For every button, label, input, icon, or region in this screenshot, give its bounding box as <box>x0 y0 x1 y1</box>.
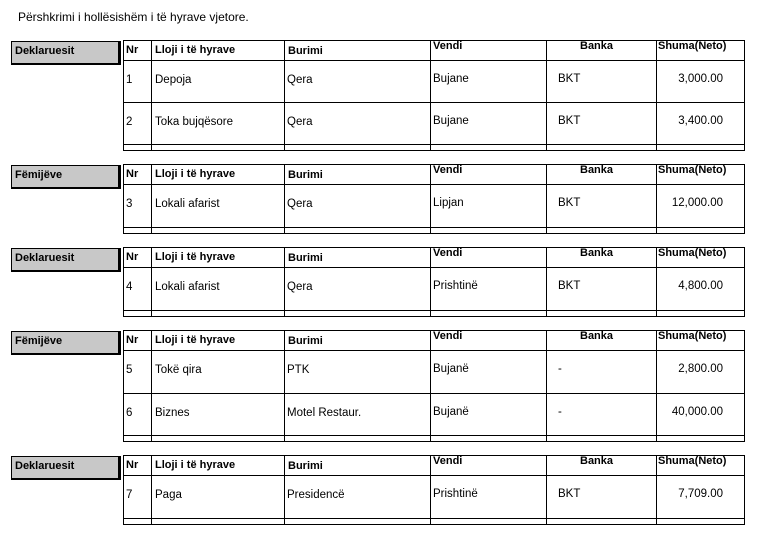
header-nr: Nr <box>126 44 139 56</box>
header-banka: Banka <box>580 40 614 52</box>
cell-nr: 2 <box>126 116 133 128</box>
cell-vendi: Bujane <box>433 73 469 85</box>
cell-shuma: 3,400.00 <box>678 115 723 127</box>
cell-vendi: Prishtinë <box>433 488 478 500</box>
table-header <box>123 164 745 185</box>
header-burimi: Burimi <box>288 460 323 472</box>
header-nr: Nr <box>126 459 139 471</box>
cell-nr: 5 <box>126 364 133 376</box>
table-header <box>123 247 745 268</box>
header-burimi: Burimi <box>288 335 323 347</box>
cell-lloji: Toka bujqësore <box>155 116 233 128</box>
income-table <box>123 330 745 442</box>
table-footer <box>123 311 745 317</box>
cell-banka: - <box>558 406 562 418</box>
section-label: Fëmijëve <box>11 331 121 355</box>
cell-burimi: Motel Restaur. <box>287 407 362 419</box>
header-banka: Banka <box>580 247 614 259</box>
cell-lloji: Lokali afarist <box>155 198 220 210</box>
cell-banka: BKT <box>558 115 581 127</box>
cell-vendi: Bujanë <box>433 406 469 418</box>
header-lloji: Lloji i të hyrave <box>155 459 236 471</box>
header-shuma: Shuma(Neto) <box>658 164 727 176</box>
header-lloji: Lloji i të hyrave <box>155 251 236 263</box>
header-vendi: Vendi <box>433 40 463 52</box>
income-table <box>123 40 745 151</box>
income-table <box>123 455 745 525</box>
table-row <box>123 351 745 394</box>
table-header <box>123 455 745 476</box>
cell-lloji: Paga <box>155 489 182 501</box>
cell-lloji: Biznes <box>155 407 190 419</box>
table-footer <box>123 145 745 151</box>
cell-nr: 7 <box>126 489 133 501</box>
cell-lloji: Tokë qira <box>155 364 202 376</box>
header-banka: Banka <box>580 330 614 342</box>
table-row <box>123 394 745 436</box>
section-label: Deklaruesit <box>11 41 121 65</box>
table-footer <box>123 228 745 234</box>
cell-vendi: Bujanë <box>433 363 469 375</box>
table-footer <box>123 519 745 525</box>
header-shuma: Shuma(Neto) <box>658 40 727 52</box>
header-burimi: Burimi <box>288 169 323 181</box>
cell-banka: BKT <box>558 488 581 500</box>
cell-banka: BKT <box>558 280 581 292</box>
cell-burimi: Qera <box>287 198 313 210</box>
table-header <box>123 40 745 61</box>
cell-shuma: 2,800.00 <box>678 363 723 375</box>
table-header <box>123 330 745 351</box>
table-row <box>123 476 745 519</box>
cell-burimi: Qera <box>287 74 313 86</box>
header-shuma: Shuma(Neto) <box>658 247 727 259</box>
page-title: Përshkrimi i hollësishëm i të hyrave vjetore. <box>18 10 249 24</box>
table-row <box>123 103 745 145</box>
cell-vendi: Prishtinë <box>433 280 478 292</box>
table-row <box>123 185 745 228</box>
cell-banka: - <box>558 363 562 375</box>
cell-shuma: 7,709.00 <box>678 488 723 500</box>
cell-shuma: 40,000.00 <box>671 406 723 418</box>
header-burimi: Burimi <box>288 252 323 264</box>
cell-banka: BKT <box>558 73 581 85</box>
income-table <box>123 247 745 317</box>
cell-banka: BKT <box>558 197 581 209</box>
table-row <box>123 61 745 103</box>
header-banka: Banka <box>580 455 614 467</box>
section-label: Fëmijëve <box>11 165 121 189</box>
cell-shuma: 4,800.00 <box>678 280 723 292</box>
cell-nr: 1 <box>126 74 133 86</box>
cell-lloji: Lokali afarist <box>155 281 220 293</box>
table-row <box>123 268 745 311</box>
header-nr: Nr <box>126 334 139 346</box>
section-label: Deklaruesit <box>11 456 121 480</box>
header-vendi: Vendi <box>433 164 463 176</box>
header-nr: Nr <box>126 251 139 263</box>
cell-vendi: Lipjan <box>433 197 464 209</box>
header-vendi: Vendi <box>433 247 463 259</box>
table-footer <box>123 436 745 442</box>
section-label: Deklaruesit <box>11 248 121 272</box>
header-shuma: Shuma(Neto) <box>658 455 727 467</box>
cell-burimi: Qera <box>287 281 313 293</box>
cell-nr: 6 <box>126 407 133 419</box>
header-lloji: Lloji i të hyrave <box>155 168 236 180</box>
cell-burimi: Qera <box>287 116 313 128</box>
header-burimi: Burimi <box>288 45 323 57</box>
header-lloji: Lloji i të hyrave <box>155 334 236 346</box>
header-vendi: Vendi <box>433 455 463 467</box>
cell-burimi: PTK <box>287 364 310 376</box>
cell-vendi: Bujane <box>433 115 469 127</box>
cell-shuma: 3,000.00 <box>678 73 723 85</box>
cell-lloji: Depoja <box>155 74 192 86</box>
cell-burimi: Presidencë <box>287 489 345 501</box>
header-vendi: Vendi <box>433 330 463 342</box>
header-banka: Banka <box>580 164 614 176</box>
header-nr: Nr <box>126 168 139 180</box>
cell-shuma: 12,000.00 <box>671 197 723 209</box>
header-lloji: Lloji i të hyrave <box>155 44 236 56</box>
income-table <box>123 164 745 234</box>
header-shuma: Shuma(Neto) <box>658 330 727 342</box>
cell-nr: 4 <box>126 281 133 293</box>
cell-nr: 3 <box>126 198 133 210</box>
